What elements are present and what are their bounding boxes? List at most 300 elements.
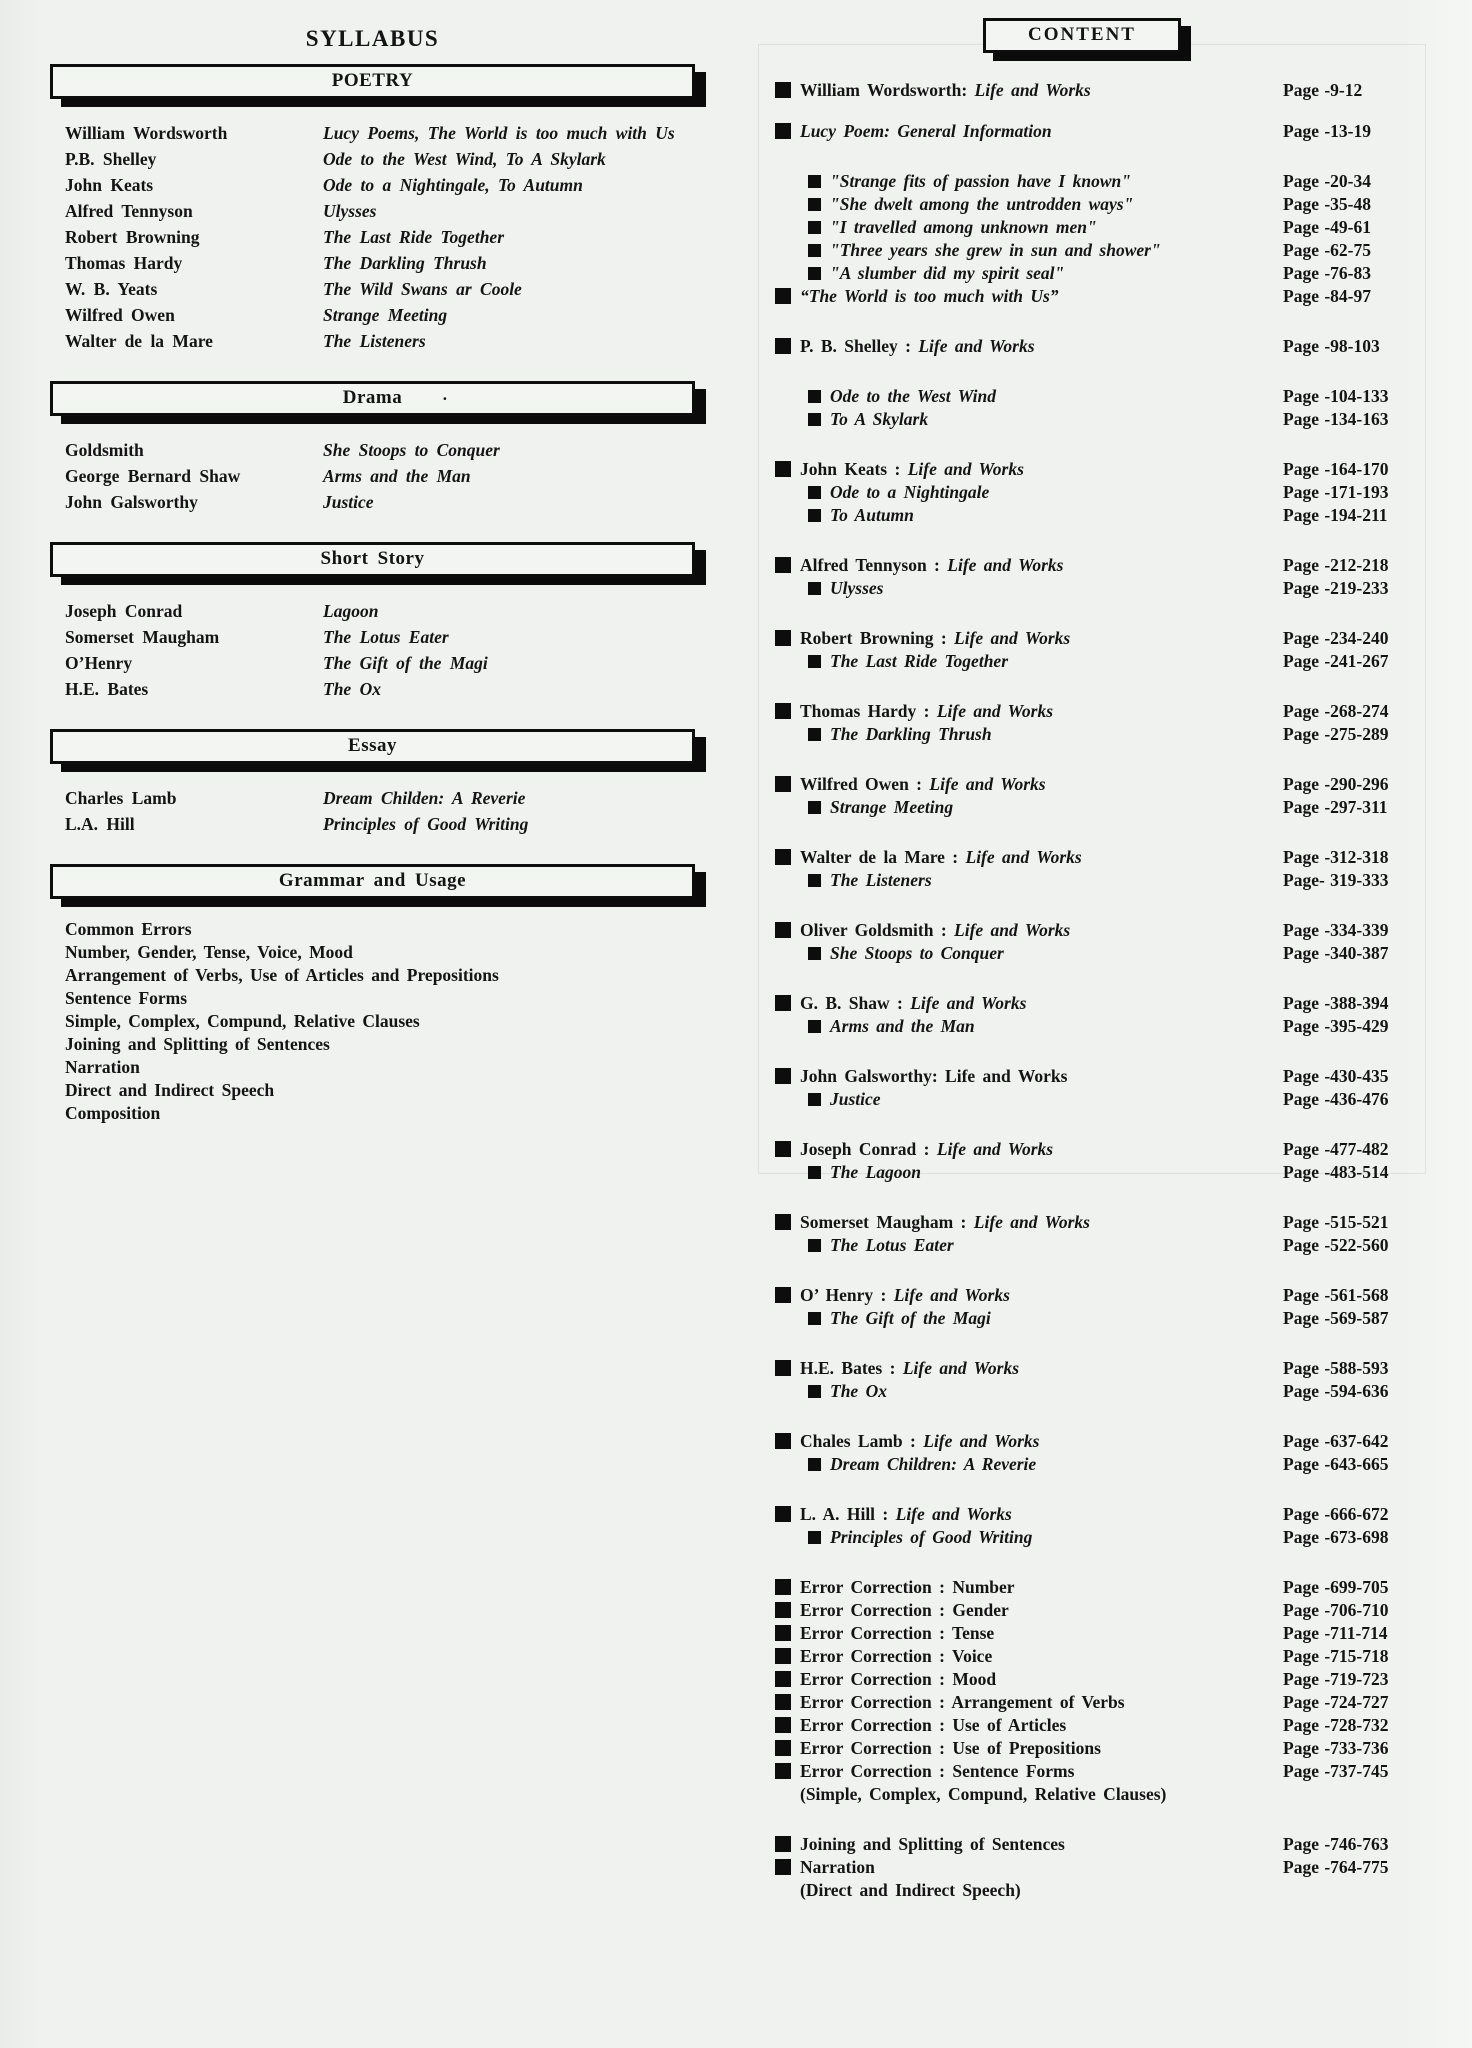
bullet-square-icon [775, 288, 791, 304]
toc-text [830, 942, 1300, 965]
toc-text [830, 170, 1300, 193]
bullet-square-icon [808, 655, 821, 668]
toc-text [830, 385, 1300, 408]
toc-page: Page -515-521 [1283, 1212, 1389, 1232]
toc-text-roman: (Simple, Complex, Compund, Relative Clauses) [800, 1784, 1167, 1804]
toc-text [830, 193, 1300, 216]
toc-entry [775, 170, 1415, 193]
toc-text-italic: Life and Works [929, 774, 1046, 794]
toc-entry [775, 1161, 1415, 1184]
toc-text [800, 1856, 1270, 1879]
toc-page: Page -637-642 [1283, 1431, 1389, 1451]
syllabus-row [65, 624, 695, 650]
toc-text-italic: “The World is too much with Us” [800, 286, 1059, 306]
toc-page: Page -561-568 [1283, 1285, 1389, 1305]
bullet-square-icon [775, 1836, 791, 1852]
toc-text-roman: Alfred Tennyson : [800, 555, 948, 575]
toc-entry [775, 79, 1415, 102]
toc-text [830, 216, 1300, 239]
toc-entry [775, 1691, 1415, 1714]
work-cell: The Ox [323, 679, 381, 699]
toc-entry [775, 1307, 1415, 1330]
bullet-square-icon [808, 1093, 821, 1106]
toc-text-roman: Wilfred Owen : [800, 774, 930, 794]
bullet-square-icon [808, 1531, 821, 1544]
grammar-item: Sentence Forms [65, 988, 188, 1008]
toc-text-italic: Life and Works [910, 993, 1027, 1013]
toc-page: Page -746-763 [1283, 1834, 1389, 1854]
toc-text-italic: Strange Meeting [830, 797, 954, 817]
bullet-square-icon [808, 728, 821, 741]
bullet-square-icon [808, 1020, 821, 1033]
author-cell: Thomas Hardy [65, 253, 183, 273]
content-column [775, 18, 1415, 1902]
toc-entry [775, 1284, 1415, 1307]
syllabus-column [50, 26, 695, 1125]
toc-page: Page -594-636 [1283, 1381, 1389, 1401]
toc-text-italic: Life and Works [923, 1431, 1040, 1451]
toc-text-italic: The Last Ride Together [830, 651, 1009, 671]
toc-text-roman: Chales Lamb : [800, 1431, 924, 1451]
toc-text [830, 1307, 1300, 1330]
syllabus-title: SYLLABUS [305, 26, 440, 51]
work-cell: The Darkling Thrush [323, 253, 487, 273]
toc-text [800, 285, 1270, 308]
toc-page: Page -711-714 [1283, 1623, 1388, 1643]
bullet-square-icon [808, 801, 821, 814]
toc-entry [775, 919, 1415, 942]
toc-text-italic: Life and Works [974, 80, 1091, 100]
toc-text-roman: Error Correction : Mood [800, 1669, 997, 1689]
toc-text [800, 1760, 1270, 1783]
syllabus-row [65, 811, 695, 837]
toc-page: Page -20-34 [1283, 171, 1371, 191]
work-cell: The Listeners [323, 331, 426, 351]
toc-entry [775, 1503, 1415, 1526]
toc-entry [775, 942, 1415, 965]
toc-list [775, 79, 1415, 1902]
toc-page: Page -9-12 [1283, 80, 1363, 100]
toc-text [830, 577, 1300, 600]
toc-text-roman: Narration [800, 1857, 875, 1877]
bullet-square-icon [775, 338, 791, 354]
grammar-item: Arrangement of Verbs, Use of Articles and Prepositions [65, 965, 499, 985]
toc-page: Page -290-296 [1283, 774, 1389, 794]
toc-text-italic: "She dwelt among the untrodden ways" [830, 194, 1134, 214]
toc-entry [775, 1065, 1415, 1088]
bullet-square-icon [808, 267, 821, 280]
toc-page: Page -212-218 [1283, 555, 1389, 575]
toc-text-italic: To Autumn [830, 505, 914, 525]
toc-entry [775, 650, 1415, 673]
section-rows [50, 416, 695, 530]
toc-entry [775, 577, 1415, 600]
work-cell: Justice [323, 492, 374, 512]
bullet-square-icon [808, 390, 821, 403]
bullet-square-icon [775, 461, 791, 477]
section-header-box [50, 864, 695, 899]
syllabus-row [65, 146, 695, 172]
toc-page: Page -84-97 [1283, 286, 1371, 306]
toc-page: Page -733-736 [1283, 1738, 1389, 1758]
toc-page: Page -35-48 [1283, 194, 1371, 214]
toc-entry [775, 239, 1415, 262]
toc-page: Page -234-240 [1283, 628, 1389, 648]
bullet-square-icon [808, 582, 821, 595]
author-cell: Alfred Tennyson [65, 201, 193, 221]
toc-text [800, 1783, 1270, 1806]
toc-text [800, 1357, 1270, 1380]
toc-text [800, 1645, 1270, 1668]
toc-text [800, 554, 1270, 577]
author-cell: O’Henry [65, 653, 133, 673]
toc-entry [775, 285, 1415, 308]
toc-text [830, 796, 1300, 819]
bullet-square-icon [775, 849, 791, 865]
toc-text-italic: Life and Works [907, 459, 1024, 479]
grammar-item: Joining and Splitting of Sentences [65, 1034, 330, 1054]
toc-entry [775, 773, 1415, 796]
section-header-label: Drama [342, 387, 403, 408]
bullet-square-icon [775, 1360, 791, 1376]
toc-entry [775, 992, 1415, 1015]
grammar-item: Composition [65, 1103, 161, 1123]
work-cell: Lucy Poems, The World is too much with Us [323, 123, 675, 143]
toc-text [800, 1138, 1270, 1161]
grammar-item: Narration [65, 1057, 140, 1077]
author-cell: William Wordsworth [65, 123, 228, 143]
toc-text-italic: Ode to a Nightingale [830, 482, 990, 502]
toc-page: Page -737-745 [1283, 1761, 1389, 1781]
toc-entry [775, 1645, 1415, 1668]
toc-page: Page -104-133 [1283, 386, 1389, 406]
toc-page: Page -62-75 [1283, 240, 1371, 260]
toc-text-italic: Life and Works [902, 1358, 1020, 1378]
toc-text [800, 992, 1270, 1015]
toc-text [800, 1737, 1270, 1760]
toc-text-italic: "Strange fits of passion have I known" [830, 171, 1131, 191]
toc-page: Page -194-211 [1283, 505, 1388, 525]
toc-page: Page -569-587 [1283, 1308, 1389, 1328]
bullet-square-icon [775, 1740, 791, 1756]
work-cell: The Gift of the Magi [323, 653, 488, 673]
toc-text-roman: Error Correction : Arrangement of Verbs [800, 1692, 1125, 1712]
toc-text [800, 1576, 1270, 1599]
toc-text-italic: The Listeners [830, 870, 932, 890]
bullet-square-icon [775, 630, 791, 646]
toc-entry [775, 1879, 1415, 1902]
work-cell: Ode to a Nightingale, To Autumn [323, 175, 583, 195]
toc-page: Page -430-435 [1283, 1066, 1389, 1086]
toc-text [830, 869, 1300, 892]
toc-entry [775, 1380, 1415, 1403]
toc-page: Page -673-698 [1283, 1527, 1389, 1547]
bullet-square-icon [808, 1385, 821, 1398]
work-cell: Arms and the Man [323, 466, 471, 486]
work-cell: The Wild Swans ar Coole [323, 279, 522, 299]
toc-page: Page -275-289 [1283, 724, 1389, 744]
toc-page: Page -699-705 [1283, 1577, 1389, 1597]
work-cell: Dream Childen: A Reverie [323, 788, 526, 808]
toc-text-italic: Life and Works [954, 628, 1071, 648]
section-header-box [50, 729, 695, 764]
author-cell: Walter de la Mare [65, 331, 213, 351]
toc-entry [775, 1783, 1415, 1806]
toc-text [800, 700, 1270, 723]
toc-text [800, 1211, 1270, 1234]
author-cell: John Galsworthy [65, 492, 198, 512]
toc-page: Page -719-723 [1283, 1669, 1389, 1689]
toc-page: Page -436-476 [1283, 1089, 1389, 1109]
toc-page: Page -134-163 [1283, 409, 1389, 429]
toc-text-italic: Life and Works [893, 1285, 1010, 1305]
toc-entry [775, 1526, 1415, 1549]
author-cell: John Keats [65, 175, 154, 195]
bullet-square-icon [775, 922, 791, 938]
toc-page: Page -588-593 [1283, 1358, 1389, 1378]
toc-text-roman: Error Correction : Use of Articles [800, 1715, 1067, 1735]
toc-entry [775, 193, 1415, 216]
toc-text [800, 919, 1270, 942]
toc-text-roman: Walter de la Mare : [800, 847, 966, 867]
toc-text [830, 1526, 1300, 1549]
syllabus-row [65, 676, 695, 702]
toc-entry [775, 1599, 1415, 1622]
toc-text [800, 1284, 1270, 1307]
bullet-square-icon [775, 82, 791, 98]
bullet-square-icon [775, 1602, 791, 1618]
toc-page: Page -764-775 [1283, 1857, 1389, 1877]
work-cell: Ode to the West Wind, To A Skylark [323, 149, 606, 169]
author-cell: George Bernard Shaw [65, 466, 241, 486]
author-cell: Robert Browning [65, 227, 200, 247]
toc-text-italic: The Lagoon [830, 1162, 921, 1182]
toc-entry [775, 458, 1415, 481]
grammar-item: Simple, Complex, Compund, Relative Clauses [65, 1011, 420, 1031]
syllabus-row [65, 328, 695, 354]
bullet-square-icon [775, 1859, 791, 1875]
toc-page: Page -164-170 [1283, 459, 1389, 479]
section-header-label: Grammar and Usage [278, 870, 467, 891]
toc-page: Page -49-61 [1283, 217, 1371, 237]
syllabus-row [65, 463, 695, 489]
toc-text-italic: She Stoops to Conquer [830, 943, 1004, 963]
content-title: CONTENT [1028, 24, 1136, 45]
toc-page: Page -13-19 [1283, 121, 1371, 141]
toc-text-roman: Error Correction : Sentence Forms [800, 1761, 1075, 1781]
toc-page: Page -297-311 [1283, 797, 1388, 817]
toc-text-roman: Error Correction : Use of Prepositions [800, 1738, 1101, 1758]
work-cell: She Stoops to Conquer [323, 440, 500, 460]
syllabus-row [65, 489, 695, 515]
bullet-square-icon [775, 1671, 791, 1687]
toc-entry [775, 723, 1415, 746]
author-cell: H.E. Bates [65, 679, 149, 699]
toc-text [830, 723, 1300, 746]
toc-page: Page -724-727 [1283, 1692, 1389, 1712]
bullet-square-icon [775, 1141, 791, 1157]
toc-entry [775, 554, 1415, 577]
toc-entry [775, 1737, 1415, 1760]
toc-text-italic: Ulysses [830, 578, 884, 598]
toc-entry [775, 700, 1415, 723]
toc-entry [775, 1015, 1415, 1038]
toc-entry [775, 1357, 1415, 1380]
bullet-square-icon [775, 1579, 791, 1595]
bullet-square-icon [808, 1312, 821, 1325]
toc-text-italic: "I travelled among unknown men" [830, 217, 1097, 237]
syllabus-row [65, 785, 695, 811]
toc-entry [775, 262, 1415, 285]
toc-text-italic: The Darkling Thrush [830, 724, 992, 744]
toc-text [800, 627, 1270, 650]
toc-page: Page -522-560 [1283, 1235, 1389, 1255]
toc-entry [775, 216, 1415, 239]
toc-text [800, 846, 1270, 869]
toc-text [800, 79, 1270, 102]
toc-entry [775, 1856, 1415, 1879]
author-cell: W. B. Yeats [65, 279, 158, 299]
toc-text-roman: Joining and Splitting of Sentences [800, 1834, 1065, 1854]
toc-page: Page -76-83 [1283, 263, 1371, 283]
toc-text-roman: Error Correction : Gender [800, 1600, 1009, 1620]
toc-entry [775, 1668, 1415, 1691]
toc-text-roman: William Wordsworth: [800, 80, 975, 100]
toc-text [830, 408, 1300, 431]
toc-text-roman: H.E. Bates : [800, 1358, 903, 1378]
toc-entry [775, 385, 1415, 408]
work-cell: Ulysses [323, 201, 377, 221]
bullet-square-icon [775, 1694, 791, 1710]
bullet-square-icon [775, 1214, 791, 1230]
work-cell: Lagoon [323, 601, 379, 621]
bullet-square-icon [775, 1287, 791, 1303]
toc-page: Page -715-718 [1283, 1646, 1389, 1666]
syllabus-row [65, 198, 695, 224]
author-cell: P.B. Shelley [65, 149, 157, 169]
section-header-box [50, 64, 695, 99]
toc-entry [775, 1714, 1415, 1737]
toc-text [830, 650, 1300, 673]
toc-text [800, 1430, 1270, 1453]
bullet-square-icon [808, 1458, 821, 1471]
toc-text-roman: P. B. Shelley : [800, 336, 919, 356]
toc-text-roman: Joseph Conrad : [800, 1139, 937, 1159]
work-cell: The Last Ride Together [323, 227, 505, 247]
toc-page: Page -312-318 [1283, 847, 1389, 867]
toc-text-roman: Robert Browning : [800, 628, 955, 648]
author-cell: Joseph Conrad [65, 601, 183, 621]
toc-text-roman: Error Correction : Number [800, 1577, 1015, 1597]
bullet-square-icon [775, 1625, 791, 1641]
syllabus-row [65, 598, 695, 624]
toc-text [830, 1380, 1300, 1403]
toc-text-roman: Error Correction : Tense [800, 1623, 995, 1643]
bullet-square-icon [808, 874, 821, 887]
bullet-square-icon [808, 413, 821, 426]
content-header-box [983, 18, 1181, 53]
toc-text-italic: Life and Works [936, 701, 1054, 721]
toc-text-italic: Principles of Good Writing [830, 1527, 1033, 1547]
toc-text-italic: To A Skylark [830, 409, 929, 429]
work-cell: The Lotus Eater [323, 627, 449, 647]
bullet-square-icon [775, 123, 791, 139]
syllabus-row [65, 276, 695, 302]
toc-entry [775, 1576, 1415, 1599]
toc-text-italic: Life and Works [965, 847, 1082, 867]
toc-text-roman: Error Correction : Voice [800, 1646, 993, 1666]
bullet-square-icon [808, 221, 821, 234]
toc-text-italic: The Lotus Eater [830, 1235, 954, 1255]
bullet-square-icon [808, 509, 821, 522]
toc-page: Page -728-732 [1283, 1715, 1389, 1735]
author-cell: L.A. Hill [65, 814, 135, 834]
syllabus-row [65, 437, 695, 463]
toc-text [800, 773, 1270, 796]
toc-text-roman: John Keats : [800, 459, 908, 479]
toc-entry [775, 1833, 1415, 1856]
toc-text [830, 504, 1300, 527]
toc-text [800, 1065, 1270, 1088]
syllabus-row [65, 120, 695, 146]
toc-entry [775, 481, 1415, 504]
section-rows [50, 764, 695, 852]
toc-text-italic: Life and Works [947, 555, 1064, 575]
bullet-square-icon [775, 1648, 791, 1664]
toc-page: Page -666-672 [1283, 1504, 1389, 1524]
toc-text [830, 1088, 1300, 1111]
toc-page: Page -388-394 [1283, 993, 1389, 1013]
toc-page: Page -643-665 [1283, 1454, 1389, 1474]
syllabus-sections [50, 64, 695, 1125]
work-cell: Principles of Good Writing [323, 814, 529, 834]
section-header-box [50, 542, 695, 577]
toc-entry [775, 1234, 1415, 1257]
grammar-item: Direct and Indirect Speech [65, 1080, 275, 1100]
toc-text [830, 262, 1300, 285]
toc-text-roman: John Galsworthy: Life and Works [800, 1066, 1068, 1086]
toc-entry [775, 869, 1415, 892]
author-cell: Charles Lamb [65, 788, 177, 808]
toc-text-italic: Dream Children: A Reverie [830, 1454, 1037, 1474]
section-header-label: Essay [348, 735, 397, 756]
toc-text-italic: The Gift of the Magi [830, 1308, 991, 1328]
syllabus-row [65, 250, 695, 276]
bullet-square-icon [808, 947, 821, 960]
toc-text [830, 239, 1300, 262]
toc-page: Page -98-103 [1283, 336, 1380, 356]
syllabus-row [65, 302, 695, 328]
bullet-square-icon [775, 703, 791, 719]
toc-text-italic: Life and Works [973, 1212, 1090, 1232]
toc-text-italic: "A slumber did my spirit seal" [830, 263, 1065, 283]
toc-page: Page -340-387 [1283, 943, 1389, 963]
toc-text [800, 1714, 1270, 1737]
toc-entry [775, 1211, 1415, 1234]
toc-text-italic: Life and Works [954, 920, 1071, 940]
bullet-square-icon [808, 1239, 821, 1252]
toc-page: Page -483-514 [1283, 1162, 1389, 1182]
syllabus-row [65, 224, 695, 250]
toc-text [830, 1234, 1300, 1257]
toc-text-roman: O’ Henry : [800, 1285, 894, 1305]
toc-text-roman: Somerset Maugham : [800, 1212, 974, 1232]
toc-text-italic: Arms and the Man [830, 1016, 975, 1036]
syllabus-row [65, 650, 695, 676]
section-rows [50, 577, 695, 717]
toc-text [800, 1833, 1270, 1856]
toc-text-italic: Life and Works [936, 1139, 1054, 1159]
